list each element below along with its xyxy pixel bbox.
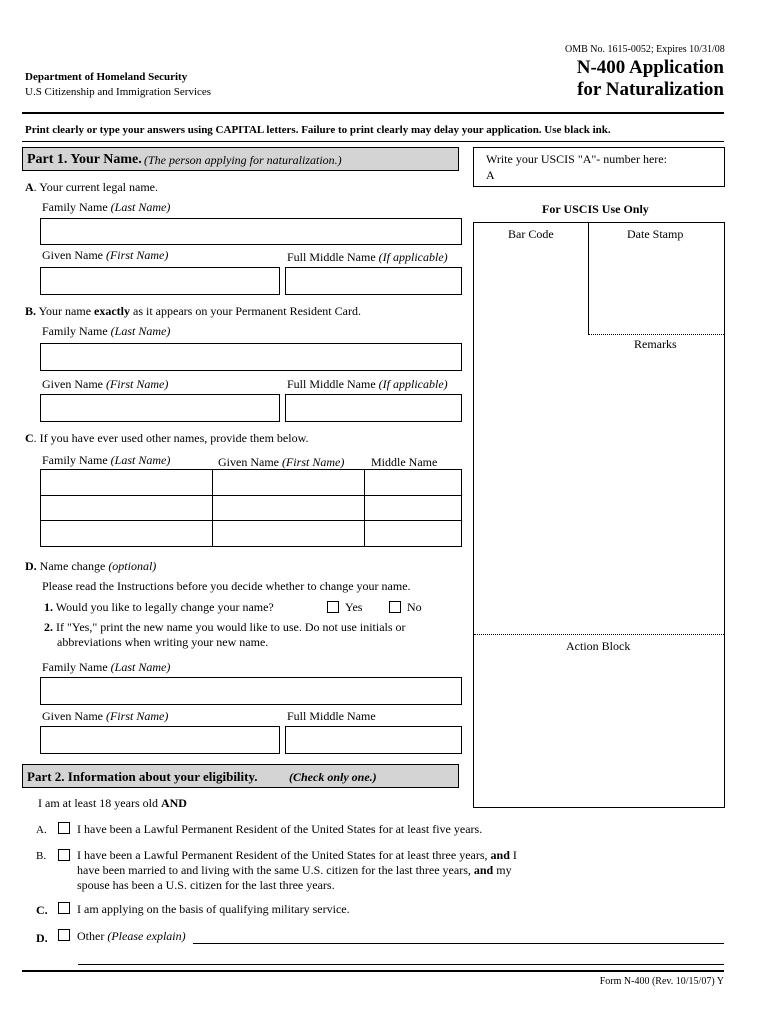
eligibility-c-text: I am applying on the basis of qualifying military service. xyxy=(77,902,350,916)
c-middle-name-header: Middle Name xyxy=(371,455,438,469)
section-c-label: C. If you have ever used other names, provide them below. xyxy=(25,431,309,445)
table-col-divider xyxy=(364,470,365,546)
c-given-name-header: Given Name (First Name) xyxy=(218,455,345,469)
b-family-name-input[interactable] xyxy=(40,343,462,371)
form-revision: Form N-400 (Rev. 10/15/07) Y xyxy=(599,976,724,987)
section-d-label: D. Name change (optional) xyxy=(25,559,157,573)
eligibility-b-text-line2: have been married to and living with the same U.S. citizen for the last three years, and my xyxy=(77,863,512,877)
a-middle-name-input[interactable] xyxy=(285,267,462,295)
uscis-use-only-box xyxy=(473,222,725,808)
part2-intro: I am at least 18 years old AND xyxy=(38,796,187,810)
section-b-label: B. Your name exactly as it appears on your Permanent Resident Card. xyxy=(25,304,361,318)
barcode-datestamp-divider xyxy=(588,223,589,334)
eligibility-c-checkbox[interactable] xyxy=(58,902,70,914)
eligibility-d-letter: D. xyxy=(36,931,48,945)
c-family-name-header: Family Name (Last Name) xyxy=(42,453,171,467)
omb-number: OMB No. 1615-0052; Expires 10/31/08 xyxy=(565,44,725,55)
form-title-line2: for Naturalization xyxy=(577,79,724,100)
d-middle-name-label: Full Middle Name xyxy=(287,709,376,723)
instructions-rule xyxy=(22,141,724,142)
b-middle-name-input[interactable] xyxy=(285,394,462,422)
footer-rule xyxy=(22,970,724,972)
section-a-label: A. Your current legal name. xyxy=(25,180,158,194)
q2-question: 2. If "Yes," print the new name you would like to use. Do not use initials or xyxy=(44,620,406,634)
d-family-name-input[interactable] xyxy=(40,677,462,705)
a-number-prefix: A xyxy=(486,168,495,182)
q1-yes-label: Yes xyxy=(345,600,363,614)
eligibility-b-text-line1: I have been a Lawful Permanent Resident of the United States for at least three years, and I xyxy=(77,848,517,862)
eligibility-a-text: I have been a Lawful Permanent Resident of the United States for at least five years. xyxy=(77,822,483,836)
part1-title: Part 1. Your Name. xyxy=(27,152,142,167)
q2-question-cont: abbreviations when writing your new name. xyxy=(57,635,269,649)
bar-code-label: Bar Code xyxy=(508,227,554,241)
eligibility-a-letter: A. xyxy=(36,824,47,836)
b-middle-name-label: Full Middle Name (If applicable) xyxy=(287,377,448,391)
eligibility-c-letter: C. xyxy=(36,903,48,917)
part2-title: Part 2. Information about your eligibility. xyxy=(27,769,258,784)
d-instructions: Please read the Instructions before you decide whether to change your name. xyxy=(42,579,411,593)
b-family-name-label: Family Name (Last Name) xyxy=(42,324,171,338)
part2-subtitle: (Check only one.) xyxy=(289,770,377,784)
other-explain-line[interactable] xyxy=(193,943,724,944)
eligibility-d-checkbox[interactable] xyxy=(58,929,70,941)
other-names-table xyxy=(40,469,462,547)
d-given-name-input[interactable] xyxy=(40,726,280,754)
table-row-divider xyxy=(41,520,461,521)
a-family-name-input[interactable] xyxy=(40,218,462,245)
a-middle-name-label: Full Middle Name (If applicable) xyxy=(287,250,448,264)
d-middle-name-input[interactable] xyxy=(285,726,462,754)
date-stamp-label: Date Stamp xyxy=(627,227,684,241)
q1-question: 1. Would you like to legally change your name? xyxy=(44,600,274,614)
part1-header xyxy=(22,147,459,171)
action-block-divider xyxy=(474,634,724,635)
d-given-name-label: Given Name (First Name) xyxy=(42,709,169,723)
q1-no-label: No xyxy=(407,600,422,614)
form-title-line1: N-400 Application xyxy=(576,57,724,78)
action-block-label: Action Block xyxy=(566,639,631,653)
eligibility-a-checkbox[interactable] xyxy=(58,822,70,834)
a-number-box[interactable] xyxy=(473,147,725,187)
b-given-name-label: Given Name (First Name) xyxy=(42,377,169,391)
table-col-divider xyxy=(212,470,213,546)
a-given-name-label: Given Name (First Name) xyxy=(42,248,169,262)
remarks-label: Remarks xyxy=(634,337,677,351)
eligibility-b-checkbox[interactable] xyxy=(58,849,70,861)
department-name: Department of Homeland Security xyxy=(25,71,188,83)
eligibility-b-letter: B. xyxy=(36,850,47,862)
table-row-divider xyxy=(41,495,461,496)
b-given-name-input[interactable] xyxy=(40,394,280,422)
agency-name: U.S Citizenship and Immigration Services xyxy=(25,86,212,98)
eligibility-b-text-line3: spouse has been a U.S. citizen for the last three years. xyxy=(77,878,335,892)
instructions: Print clearly or type your answers using CAPITAL letters. Failure to print clearly may delay your application. Use black ink. xyxy=(25,124,611,136)
a-given-name-input[interactable] xyxy=(40,267,280,295)
d-family-name-label: Family Name (Last Name) xyxy=(42,660,171,674)
remarks-divider xyxy=(588,334,724,335)
a-family-name-label: Family Name (Last Name) xyxy=(42,200,171,214)
a-number-label: Write your USCIS "A"- number here: xyxy=(486,152,667,166)
eligibility-d-text: Other (Please explain) xyxy=(77,929,186,943)
part2-header xyxy=(22,764,459,788)
q1-no-checkbox[interactable] xyxy=(389,601,401,613)
part1-subtitle: (The person applying for naturalization.) xyxy=(144,153,342,167)
other-explain-line-2[interactable] xyxy=(78,964,724,965)
q1-yes-checkbox[interactable] xyxy=(327,601,339,613)
header-rule xyxy=(22,112,724,114)
uscis-use-only-heading: For USCIS Use Only xyxy=(542,202,649,216)
